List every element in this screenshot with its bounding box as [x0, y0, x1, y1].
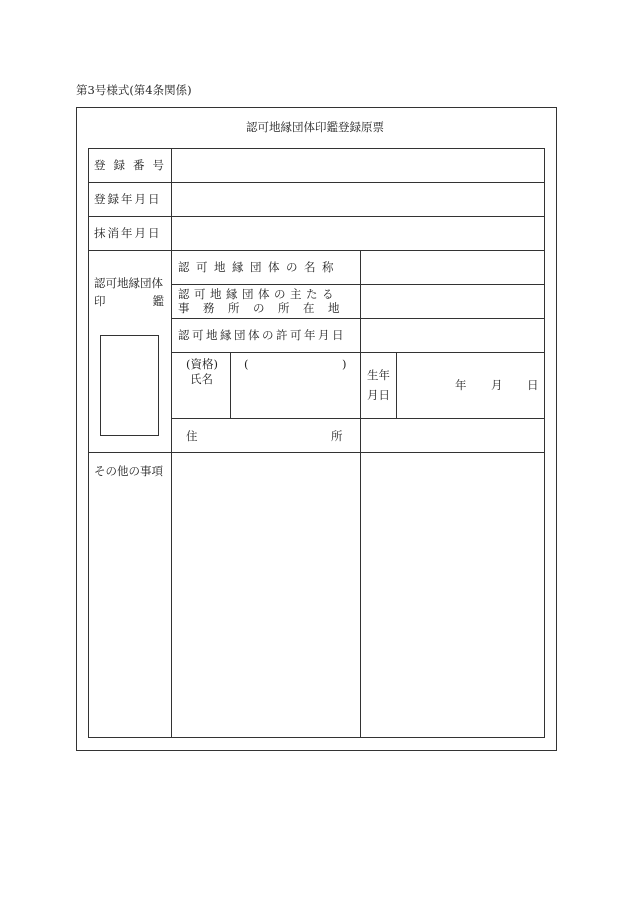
address-label-b: 所 [331, 429, 343, 443]
seal-box[interactable] [100, 335, 159, 436]
label-char: 号 [152, 158, 164, 172]
registration-date-label: 登録年月日 [94, 192, 162, 206]
column-divider [230, 352, 231, 418]
date-month-label: 月 [491, 378, 503, 392]
paren-open: ( [244, 357, 249, 371]
address-label-a: 住 [186, 429, 198, 443]
other-matters-field-right[interactable] [361, 453, 544, 737]
seal-label-char-a: 印 [94, 294, 106, 308]
other-matters-label: その他の事項 [94, 464, 163, 478]
cancellation-date-label: 抹消年月日 [94, 226, 162, 240]
column-divider [396, 352, 397, 418]
group-name-field[interactable] [361, 251, 544, 284]
date-year-label: 年 [455, 378, 467, 392]
representative-name-field[interactable] [233, 372, 357, 416]
seal-label-char-b: 鑑 [152, 294, 164, 308]
seal-label-line1: 認可地縁団体 [94, 276, 163, 290]
registration-date-field[interactable] [172, 183, 544, 216]
office-address-field[interactable] [361, 285, 544, 318]
cancellation-date-field[interactable] [172, 217, 544, 250]
form-title: 認可地縁団体印鑑登録原票 [246, 120, 384, 134]
other-matters-field-left[interactable] [172, 453, 360, 737]
office-label-line1: 認可地縁団体の主たる [178, 287, 338, 301]
seal-label-line2 [94, 296, 164, 308]
label-char: 登 [94, 158, 106, 172]
row-divider [171, 352, 545, 353]
label-char: 録 [113, 158, 125, 172]
group-name-label: 認可地縁団体の名称 [178, 260, 340, 274]
paren-close: ) [342, 357, 347, 371]
address-field[interactable] [361, 419, 544, 452]
permit-date-label: 認可地縁団体の許可年月日 [178, 328, 346, 342]
registration-number-field[interactable] [172, 149, 544, 182]
office-label-line2: 事務所の所在地 [178, 301, 353, 315]
birth-label-line2: 月日 [367, 388, 390, 402]
birth-label-line1: 生年 [367, 368, 390, 382]
registration-number-label [94, 160, 164, 172]
qualification-label: (資格) [186, 357, 218, 371]
label-char: 番 [133, 158, 145, 172]
name-label: 氏名 [190, 372, 213, 386]
form-number: 第3号様式(第4条関係) [76, 83, 192, 97]
permit-date-field[interactable] [361, 319, 544, 352]
date-day-label: 日 [527, 378, 539, 392]
